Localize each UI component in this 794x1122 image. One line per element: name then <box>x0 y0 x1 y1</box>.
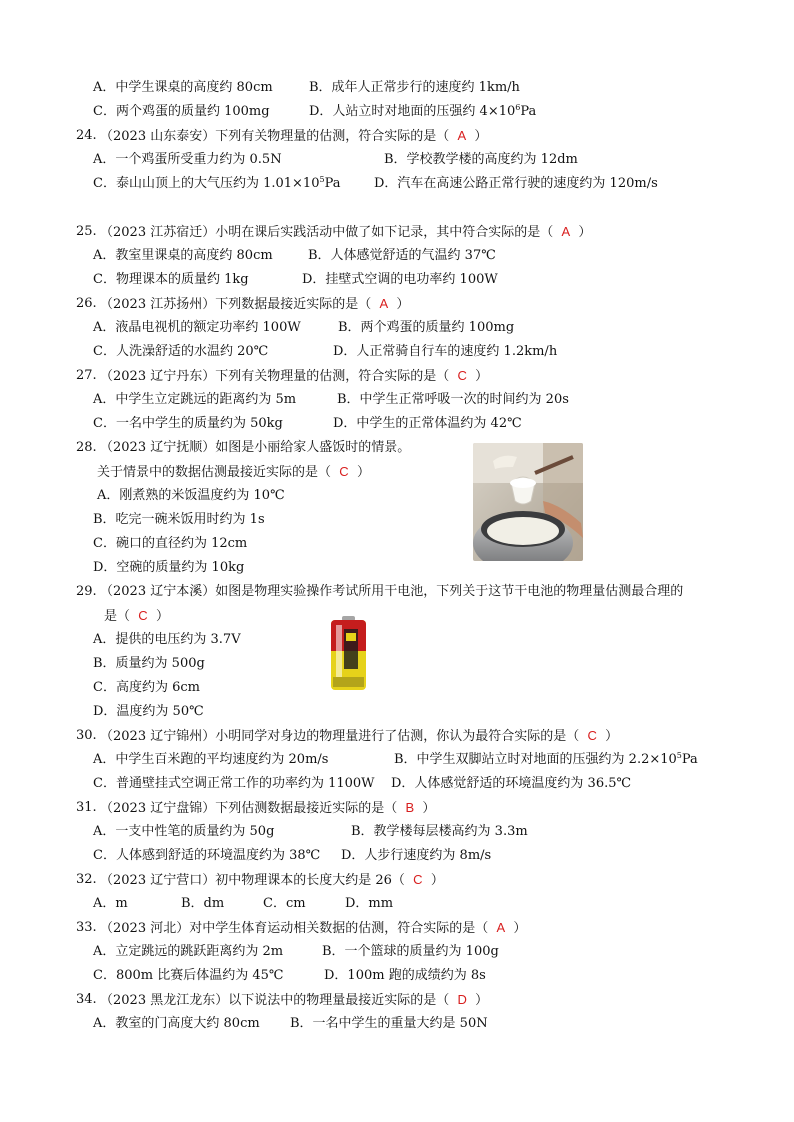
answer-mark: A <box>561 224 571 239</box>
option: C．碗口的直径约为 12cm <box>93 536 248 551</box>
answer-mark: D <box>457 992 467 1007</box>
option: A．提供的电压约为 3.7V <box>93 632 241 647</box>
answer-mark: C <box>339 464 349 479</box>
option: B．质量约为 500g <box>93 656 205 671</box>
answer-mark: C <box>587 728 597 743</box>
rice-cooker-photo <box>473 443 583 561</box>
option: A．刚煮熟的米饭温度约为 10℃ <box>97 488 285 503</box>
answer-mark: C <box>413 872 423 887</box>
option: C．高度约为 6cm <box>93 680 200 695</box>
option: B．吃完一碗米饭用时约为 1s <box>93 512 265 527</box>
answer-mark: C <box>138 608 148 623</box>
answer-mark: A <box>457 128 467 143</box>
answer-mark: C <box>457 368 467 383</box>
answer-mark: B <box>405 800 415 815</box>
option: D．温度约为 50℃ <box>93 704 204 719</box>
option: D．空碗的质量约为 10kg <box>93 560 245 575</box>
battery-photo <box>328 615 369 693</box>
answer-mark: A <box>496 920 506 935</box>
answer-mark: A <box>379 296 389 311</box>
